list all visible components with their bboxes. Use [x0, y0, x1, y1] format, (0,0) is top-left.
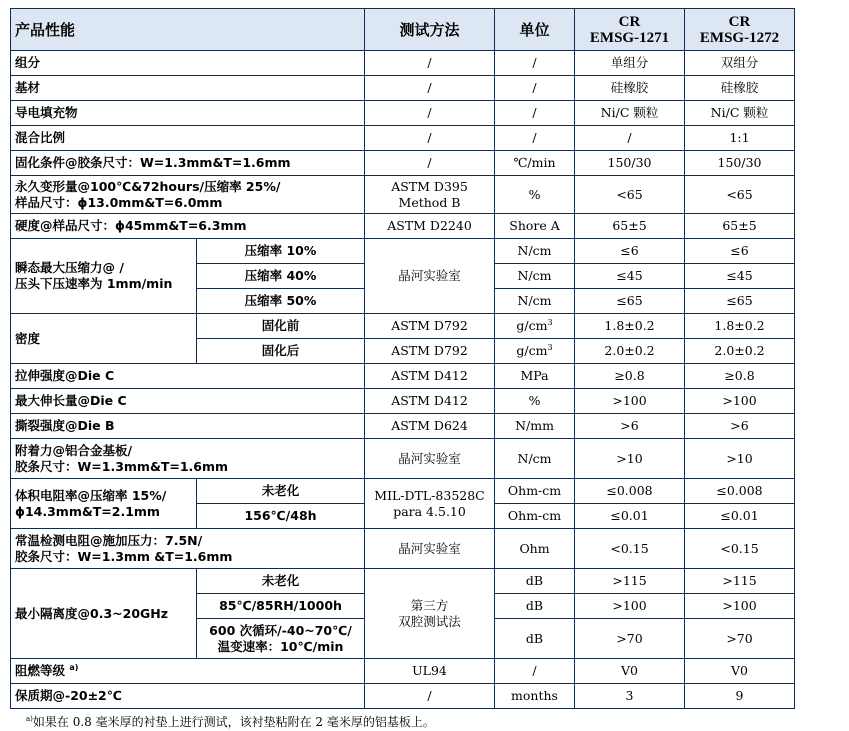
property-line: ϕ14.3mm&T=2.1mm	[15, 503, 160, 519]
unit-cell: MPa	[495, 364, 575, 389]
method-cell: 晶河实验室	[365, 239, 495, 314]
condition-cell: 85℃/85RH/1000h	[197, 594, 365, 619]
property-line: 胶条尺寸：W=1.3mm &T=1.6mm	[15, 548, 233, 564]
unit-cell: /	[495, 51, 575, 76]
table-row	[11, 76, 795, 101]
value-cell: <0.15	[685, 529, 795, 569]
value-cell: ≤0.008	[685, 479, 795, 504]
value-cell: ≤65	[685, 289, 795, 314]
value-cell: <0.15	[575, 529, 685, 569]
property-line: 常温检测电阻@施加压力：7.5N/	[15, 532, 203, 548]
table-row	[11, 569, 795, 594]
unit-cell: N/cm	[495, 239, 575, 264]
condition-cell: 压缩率 50%	[197, 289, 365, 314]
condition-cell: 固化后	[197, 339, 365, 364]
method-cell: UL94	[365, 659, 495, 684]
value-cell: 3	[575, 684, 685, 709]
footnote-marker: a)	[69, 662, 79, 672]
property-line: 永久变形量@100℃&72hours/压缩率 25%/	[15, 178, 281, 194]
method-line: para 4.5.10	[393, 503, 466, 519]
unit-cell: /	[495, 101, 575, 126]
value-cell: ≤0.008	[575, 479, 685, 504]
property-line: 样品尺寸：ϕ13.0mm&T=6.0mm	[15, 194, 223, 210]
value-cell: V0	[685, 659, 795, 684]
value-cell: >100	[575, 594, 685, 619]
value-cell: 硅橡胶	[575, 76, 685, 101]
value-cell: >70	[575, 619, 685, 659]
unit-exponent: 3	[547, 317, 553, 327]
value-cell: >115	[575, 569, 685, 594]
value-cell: >10	[575, 439, 685, 479]
condition-cell: 未老化	[197, 569, 365, 594]
value-cell: >10	[685, 439, 795, 479]
value-cell: Ni/C 颗粒	[575, 101, 685, 126]
unit-cell: Shore A	[495, 214, 575, 239]
value-cell: 1.8±0.2	[575, 314, 685, 339]
method-line: 双腔测试法	[398, 613, 461, 629]
value-cell: 硅橡胶	[685, 76, 795, 101]
value-cell: >100	[685, 594, 795, 619]
footnote-text: 如果在 0.8 毫米厚的衬垫上进行测试，该衬垫粘附在 2 毫米厚的铝基板上。	[32, 715, 435, 729]
method-cell: /	[365, 151, 495, 176]
condition-cell: 压缩率 40%	[197, 264, 365, 289]
table-row	[11, 101, 795, 126]
value-cell: ≤6	[575, 239, 685, 264]
method-cell: /	[365, 126, 495, 151]
method-cell	[365, 176, 495, 214]
property-cell	[11, 176, 365, 214]
value-cell: ≤6	[685, 239, 795, 264]
value-cell: >115	[685, 569, 795, 594]
method-cell: ASTM D412	[365, 364, 495, 389]
value-cell: 1:1	[685, 126, 795, 151]
header-property: 产品性能	[11, 9, 365, 51]
unit-cell: ℃/min	[495, 151, 575, 176]
value-cell: 2.0±0.2	[575, 339, 685, 364]
method-line: ASTM D395	[391, 178, 468, 194]
condition-line: 600 次循环/-40~70℃/	[209, 622, 352, 638]
value-cell: ≤0.01	[685, 504, 795, 529]
value-cell: 双组分	[685, 51, 795, 76]
value-cell: >100	[575, 389, 685, 414]
header-product-1	[575, 9, 685, 51]
property-cell: 最大伸长量@Die C	[11, 389, 365, 414]
method-cell: ASTM D412	[365, 389, 495, 414]
unit-cell: months	[495, 684, 575, 709]
value-cell: /	[575, 126, 685, 151]
method-cell: /	[365, 684, 495, 709]
unit-cell: dB	[495, 594, 575, 619]
method-cell: ASTM D792	[365, 314, 495, 339]
method-cell	[365, 569, 495, 659]
unit-text: g/cm	[516, 318, 548, 333]
condition-cell: 156℃/48h	[197, 504, 365, 529]
value-cell: ≤45	[575, 264, 685, 289]
property-cell: 撕裂强度@Die B	[11, 414, 365, 439]
method-cell	[365, 479, 495, 529]
value-cell: 65±5	[685, 214, 795, 239]
value-cell: <65	[685, 176, 795, 214]
value-cell: 150/30	[685, 151, 795, 176]
table-row	[11, 151, 795, 176]
property-line: 胶条尺寸：W=1.3mm&T=1.6mm	[15, 458, 229, 474]
property-text: 阻燃等级	[15, 663, 66, 678]
unit-cell	[495, 314, 575, 339]
unit-cell: /	[495, 659, 575, 684]
condition-cell: 未老化	[197, 479, 365, 504]
property-cell	[11, 239, 197, 314]
property-cell: 基材	[11, 76, 365, 101]
unit-cell: Ohm-cm	[495, 504, 575, 529]
property-line: 压头下压速率为 1mm/min	[15, 276, 173, 291]
product-1-series: CR	[618, 13, 641, 30]
unit-cell: dB	[495, 619, 575, 659]
table-row	[11, 529, 795, 569]
table-row	[11, 214, 795, 239]
property-cell	[11, 479, 197, 529]
value-cell: ≤0.01	[575, 504, 685, 529]
property-cell	[11, 659, 365, 684]
condition-cell	[197, 619, 365, 659]
value-cell: 单组分	[575, 51, 685, 76]
value-cell: >100	[685, 389, 795, 414]
property-cell: 硬度@样品尺寸：ϕ45mm&T=6.3mm	[11, 214, 365, 239]
property-cell: 密度	[11, 314, 197, 364]
unit-text: g/cm	[516, 343, 548, 358]
property-cell: 保质期@-20±2℃	[11, 684, 365, 709]
property-line: 体积电阻率@压缩率 15%/	[15, 487, 167, 503]
method-cell: /	[365, 101, 495, 126]
unit-cell: %	[495, 389, 575, 414]
table-row	[11, 684, 795, 709]
method-cell: ASTM D792	[365, 339, 495, 364]
value-cell: ≥0.8	[685, 364, 795, 389]
footnote-marker: a)	[26, 715, 33, 723]
header-method: 测试方法	[365, 9, 495, 51]
property-cell	[11, 529, 365, 569]
value-cell: 9	[685, 684, 795, 709]
unit-cell: N/mm	[495, 414, 575, 439]
method-cell: ASTM D2240	[365, 214, 495, 239]
unit-cell: Ohm-cm	[495, 479, 575, 504]
table-row	[11, 479, 795, 504]
value-cell: 1.8±0.2	[685, 314, 795, 339]
unit-cell: %	[495, 176, 575, 214]
unit-cell: N/cm	[495, 289, 575, 314]
unit-cell: N/cm	[495, 439, 575, 479]
table-row	[11, 364, 795, 389]
method-cell: ASTM D624	[365, 414, 495, 439]
property-cell: 拉伸强度@Die C	[11, 364, 365, 389]
table-row	[11, 176, 795, 214]
table-row	[11, 126, 795, 151]
header-row	[11, 9, 795, 51]
property-line: 附着力@铝合金基板/	[15, 442, 133, 458]
property-cell	[11, 439, 365, 479]
footnote	[26, 713, 435, 730]
value-cell: 65±5	[575, 214, 685, 239]
table-row	[11, 51, 795, 76]
unit-cell: /	[495, 76, 575, 101]
method-cell: /	[365, 51, 495, 76]
method-cell: 晶河实验室	[365, 439, 495, 479]
method-cell: 晶河实验室	[365, 529, 495, 569]
table-row	[11, 659, 795, 684]
value-cell: ≤65	[575, 289, 685, 314]
value-cell: >6	[575, 414, 685, 439]
table-row	[11, 314, 795, 339]
method-cell: /	[365, 76, 495, 101]
header-unit: 单位	[495, 9, 575, 51]
property-cell: 固化条件@胶条尺寸：W=1.3mm&T=1.6mm	[11, 151, 365, 176]
table-row	[11, 414, 795, 439]
value-cell: ≥0.8	[575, 364, 685, 389]
value-cell: Ni/C 颗粒	[685, 101, 795, 126]
value-cell: 150/30	[575, 151, 685, 176]
unit-cell: dB	[495, 569, 575, 594]
property-cell: 组分	[11, 51, 365, 76]
spec-table	[10, 8, 795, 709]
unit-cell	[495, 339, 575, 364]
property-cell: 混合比例	[11, 126, 365, 151]
property-line: 瞬态最大压缩力@ /	[15, 260, 124, 275]
header-product-2	[685, 9, 795, 51]
property-cell: 最小隔离度@0.3~20GHz	[11, 569, 197, 659]
product-2-model: EMSG-1272	[699, 29, 780, 46]
unit-cell: /	[495, 126, 575, 151]
value-cell: ≤45	[685, 264, 795, 289]
condition-line: 温变速率：10℃/min	[217, 638, 344, 654]
table-row	[11, 439, 795, 479]
method-line: 第三方	[410, 597, 449, 613]
table-row	[11, 239, 795, 264]
method-line: Method B	[398, 194, 461, 210]
table-row	[11, 389, 795, 414]
method-line: MIL-DTL-83528C	[374, 487, 485, 503]
value-cell: 2.0±0.2	[685, 339, 795, 364]
unit-cell: N/cm	[495, 264, 575, 289]
condition-cell: 固化前	[197, 314, 365, 339]
property-cell: 导电填充物	[11, 101, 365, 126]
value-cell: >70	[685, 619, 795, 659]
unit-exponent: 3	[547, 342, 553, 352]
value-cell: V0	[575, 659, 685, 684]
product-1-model: EMSG-1271	[589, 29, 670, 46]
product-2-series: CR	[728, 13, 751, 30]
unit-cell: Ohm	[495, 529, 575, 569]
value-cell: >6	[685, 414, 795, 439]
value-cell: <65	[575, 176, 685, 214]
condition-cell: 压缩率 10%	[197, 239, 365, 264]
